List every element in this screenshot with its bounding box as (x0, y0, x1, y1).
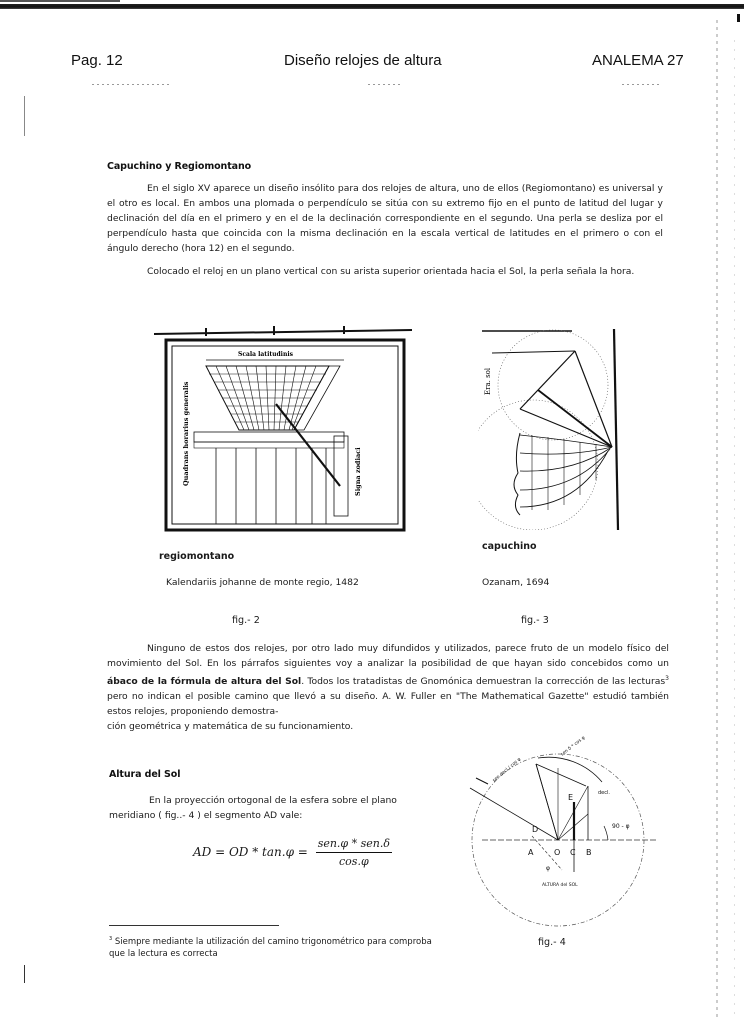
paragraph-analysis: Ninguno de estos dos relojes, por otro lado muy difundidos y utilizados, parece fruto de un modelo físico del movimiento del Sol. En los párrafos siguientes voy a analizar la posibilidad de que hayan sido concebidos como un ábaco de la fórmula de altura del Sol. Todos los tratadistas de Gnomónica demuestran la corrección de las lecturas$^3$ pero no indican el posible camino que llevó a su diseño. A. W. Fuller en "The Mathematical Gazette" estudió también estos relojes, proponiendo demostra- ción geométrica y matemática de su funcionamiento. (107, 643, 669, 733)
section-title-altura-del-sol: Altura del Sol (109, 769, 181, 780)
footnote-ref[interactable]: 3 (665, 675, 669, 682)
figure-title-capuchino: capuchino (482, 541, 537, 552)
svg-text:C: C (570, 848, 576, 857)
header-rule (622, 84, 662, 85)
svg-text:sen decl / cos φ: sen decl / cos φ (492, 757, 523, 784)
paragraph-usage: Colocado el reloj en un plano vertical con su arista superior orientada hacia el Sol, la perla señala la hora. (147, 266, 635, 277)
svg-text:E: E (568, 793, 574, 802)
svg-text:D: D (532, 825, 539, 834)
svg-text:Quadrans horarius generalis: Quadrans horarius generalis (182, 381, 190, 486)
svg-text:Signa zodiaci: Signa zodiaci (354, 447, 362, 496)
scan-right-edge (734, 40, 735, 1020)
svg-text:ALTURA del SOL: ALTURA del SOL (542, 883, 578, 888)
header-rule (92, 84, 172, 85)
paragraph-intro: En el siglo XV aparece un diseño insólito para dos relojes de altura, uno de ellos (Regiomontano) es universal y el otro es local. En ambos una plomada o perpendículo se sitúa con su extremo fijo en el punto de latitud del lugar y declinación del día en el primero y en el de la declinación correspondiente en el segundo. Una perla se desliza por el perpendículo hasta que coincida con la misma declinación en la escala vertical de latitudes en el primero o con el ángulo derecho (hora 12) en el segundo. (107, 183, 663, 254)
svg-text:90 - φ: 90 - φ (612, 823, 630, 830)
emphasis-abaco: ábaco de la fórmula de altura del Sol (107, 676, 302, 688)
svg-text:sen δ * cos φ: sen δ * cos φ (560, 735, 587, 758)
footnote-3: $^3$ Siempre mediante la utilización del camino trigonométrico para comproba que la lectura es correcta (109, 936, 432, 959)
figure-label-fig4: fig.- 4 (538, 937, 566, 948)
formula-ad: AD = OD * tan.φ = $\frac{\text{sen.φ * sen.δ}}{\cos.\varphi}$ (193, 837, 390, 868)
svg-text:decl.: decl. (598, 790, 610, 796)
figure-label-fig3: fig.- 3 (521, 615, 549, 626)
figure-source-capuchino: Ozanam, 1694 (482, 577, 550, 588)
svg-text:Scala latitudinis: Scala latitudinis (238, 351, 293, 358)
figure-regiomontano-image (154, 326, 414, 538)
paragraph-projection: En la proyección ortogonal de la esfera sobre el plano meridiano ( fig..- 4 ) el segmento AD vale: (109, 795, 397, 821)
header-rule (368, 84, 400, 85)
publication-issue: ANALEMA 27 (592, 52, 684, 69)
scan-mark (737, 14, 740, 22)
svg-text:O: O (554, 848, 561, 857)
svg-text:B: B (586, 848, 592, 857)
scan-edge-artifact (0, 0, 120, 2)
scan-left-mark (24, 965, 25, 983)
svg-text:φ: φ (546, 865, 550, 872)
scan-right-edge (716, 20, 718, 1020)
figure-label-fig2: fig.- 2 (232, 615, 260, 626)
page-number: Pag. 12 (71, 52, 123, 69)
figure-source-regiomontano: Kalendariis johanne de monte regio, 1482 (166, 577, 359, 588)
formula-fraction: $\frac{\text{sen.φ * sen.δ}}{\cos.\varphi}$ (317, 837, 390, 868)
svg-text:Era. sol: Era. sol (484, 367, 492, 395)
figure-title-regiomontano: regiomontano (159, 551, 235, 562)
scan-left-mark (24, 96, 25, 136)
figure-capuchino-image (478, 325, 628, 530)
scan-top-border (0, 4, 744, 9)
section-title-capuchino-regiomontano: Capuchino y Regiomontano (107, 161, 252, 172)
footnote-divider (109, 925, 279, 926)
running-title: Diseño relojes de altura (284, 52, 442, 69)
figure-sphere-projection-image (462, 728, 662, 928)
svg-text:A: A (528, 848, 534, 857)
